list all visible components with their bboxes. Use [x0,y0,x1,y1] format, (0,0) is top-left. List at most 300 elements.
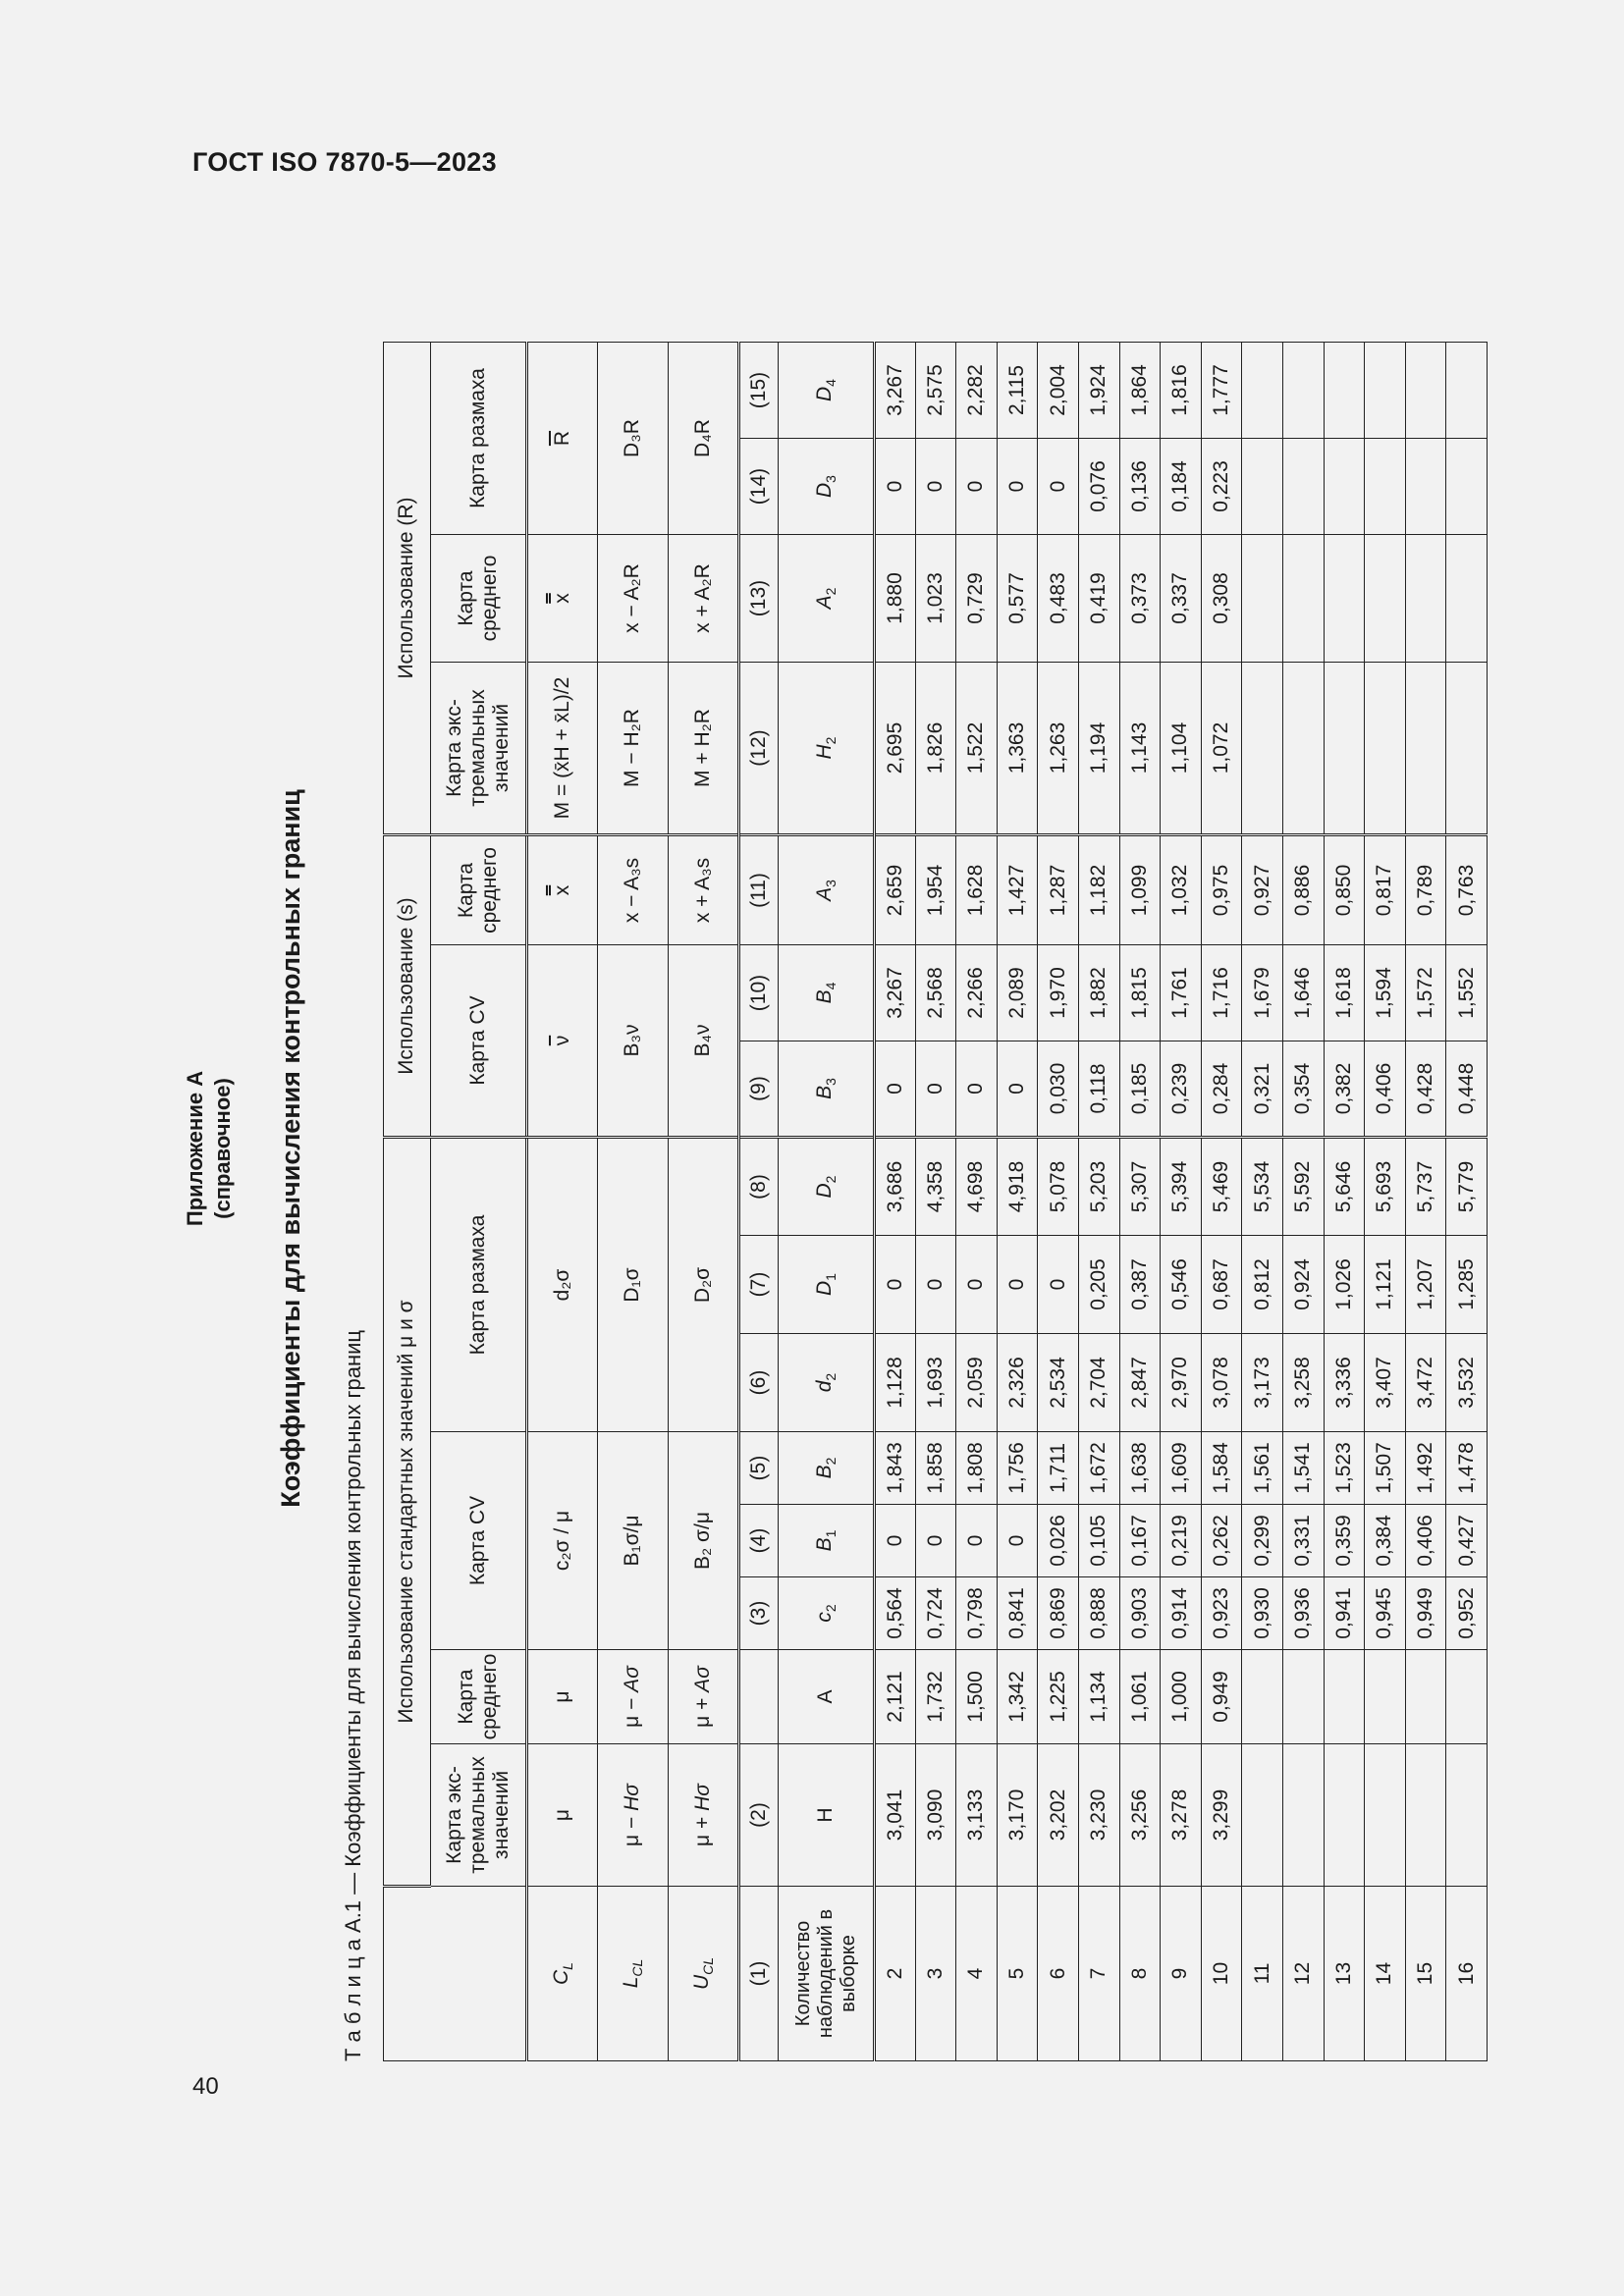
coefficient-cell [1282,1650,1324,1744]
table-row [1282,343,1324,2061]
coefficient-cell: 3,686 [875,1138,916,1236]
coefficient-cell: 5,203 [1078,1138,1119,1236]
coefficient-cell: 5,646 [1324,1138,1365,1236]
coefficient-cell [1242,439,1283,535]
coefficient-cell: 1,500 [956,1650,998,1744]
coefficient-cell [1324,1650,1365,1744]
coefficient-cell: 0,903 [1119,1577,1161,1650]
table-row [1161,343,1202,2061]
coefficient-cell: 4,358 [915,1138,956,1236]
coefficient-cell: 0,331 [1282,1505,1324,1577]
coefficient-cell: 3,202 [1038,1744,1079,1887]
coefficient-cell: 1,143 [1119,663,1161,835]
coefficient-cell: 0,812 [1242,1236,1283,1334]
label-lcl: $L_{CL}$ [598,1887,669,2061]
coefficient-cell: 5,737 [1405,1138,1446,1236]
coefficient-cell: 2,568 [915,945,956,1041]
coefficient-cell: 1,756 [997,1432,1038,1505]
chart-mean-1: Карта среднего [431,1650,527,1744]
coefficient-cell: 0,359 [1324,1505,1365,1577]
f-b2sigma-mu: B₂ σ/μ [669,1432,739,1650]
coefficient-cell: 0,577 [997,535,1038,663]
coefficient-cell: 3,041 [875,1744,916,1887]
coefficient-cell: 2,704 [1078,1334,1119,1432]
coefficient-cell: 0,184 [1161,439,1202,535]
chart-cv-1: Карта CV [431,1432,527,1650]
colnum: (2) [739,1744,779,1887]
coefficient-cell: 0,850 [1324,835,1365,945]
coefficient-cell: 1,263 [1038,663,1079,835]
table-row [1324,343,1365,2061]
coefficient-cell: 0 [956,1041,998,1138]
coefficient-cell: 0,382 [1324,1041,1365,1138]
table-row [1446,343,1488,2061]
coefficient-cell: 1,864 [1119,343,1161,439]
coefficient-cell: 2,282 [956,343,998,439]
coefficient-cell: 3,258 [1282,1334,1324,1432]
coefficient-cell: 0,321 [1242,1041,1283,1138]
table-row [956,343,998,2061]
coefficient-cell: 0,564 [875,1577,916,1650]
coefficient-cell: 0,927 [1242,835,1283,945]
coefficient-cell: 0,687 [1201,1236,1242,1334]
f-nubar: $\overline{\nu}$ [527,945,598,1138]
colnum: (15) [739,343,779,439]
coefficient-cell: 0,886 [1282,835,1324,945]
coefficient-cell: 0,975 [1201,835,1242,945]
coefficient-cell: 0 [875,1236,916,1334]
annex-label: Приложение А [183,1070,207,1227]
coefficient-cell: 1,541 [1282,1432,1324,1505]
coefficient-cell [1242,343,1283,439]
coefficient-cell: 1,646 [1282,945,1324,1041]
table-row [875,343,916,2061]
coefficient-cell: 0,354 [1282,1041,1324,1138]
coefficient-cell: 0 [1038,439,1079,535]
group-s: Использование (s) [384,835,431,1138]
coefficient-cell: 0,136 [1119,439,1161,535]
coefficient-cell [1324,439,1365,535]
coefficient-cell: 3,532 [1446,1334,1488,1432]
table-row [915,343,956,2061]
coefficient-cell [1405,535,1446,663]
sample-size-cell: 14 [1365,1887,1406,2061]
sym-a2: $A_2$ [779,535,875,663]
sym-d3: $D_3$ [779,439,875,535]
colnum: (7) [739,1236,779,1334]
f-mu-minus-h: μ − Hσ [598,1744,669,1887]
coefficient-cell: 0,945 [1365,1577,1406,1650]
coefficient-cell: 2,970 [1161,1334,1202,1432]
f-xbarbar-2: x [527,535,598,663]
corner-cell [384,1887,527,2061]
column-symbols-row [779,343,875,2061]
coefficient-cell [1365,1744,1406,1887]
coefficient-cell: 2,847 [1119,1334,1161,1432]
sym-b4: $B_4$ [779,945,875,1041]
coefficient-cell: 0,387 [1119,1236,1161,1334]
coefficient-cell: 0,105 [1078,1505,1119,1577]
coefficient-cell: 1,815 [1119,945,1161,1041]
colnum: (14) [739,439,779,535]
coefficient-cell: 1,561 [1242,1432,1283,1505]
f-x-minus-a2r: x − A₂R [598,535,669,663]
coefficient-cell: 0,817 [1365,835,1406,945]
coefficient-cell: 0,373 [1119,535,1161,663]
sym-d4: $D_4$ [779,343,875,439]
colnum: (4) [739,1505,779,1577]
sym-h2: $H_2$ [779,663,875,835]
coefficient-cell: 1,732 [915,1650,956,1744]
annex-heading [182,236,237,2061]
coefficient-cell: 0,299 [1242,1505,1283,1577]
coefficient-cell: 2,004 [1038,343,1079,439]
coefficients-table [383,342,1488,2061]
coefficient-cell: 0,924 [1282,1236,1324,1334]
column-numbers-row [739,343,779,2061]
coefficient-cell: 0,428 [1405,1041,1446,1138]
coefficient-cell: 0,262 [1201,1505,1242,1577]
coefficient-cell [1324,343,1365,439]
coefficient-cell [1365,1650,1406,1744]
coefficient-cell [1365,663,1406,835]
coefficient-cell: 1,285 [1446,1236,1488,1334]
chart-mean-2: Карта среднего [431,835,527,945]
coefficient-cell [1365,535,1406,663]
coefficient-cell [1405,1744,1446,1887]
table-row [997,343,1038,2061]
coefficient-cell [1365,343,1406,439]
n-label: Количество наблюдений в выборке [779,1887,875,2061]
sym-a: A [779,1650,875,1744]
coefficient-cell [1242,1744,1283,1887]
coefficient-cell: 1,609 [1161,1432,1202,1505]
coefficient-cell [1446,1650,1488,1744]
coefficient-cell: 1,104 [1161,663,1202,835]
coefficient-cell [1446,663,1488,835]
label-ucl: $U_{CL}$ [669,1887,739,2061]
coefficient-cell [1405,1650,1446,1744]
coefficient-cell: 1,182 [1078,835,1119,945]
table-row [1119,343,1161,2061]
coefficient-cell: 1,843 [875,1432,916,1505]
f-m-minus-h2r: M − H₂R [598,663,669,835]
coefficient-cell: 1,882 [1078,945,1119,1041]
coefficient-cell: 0 [956,1505,998,1577]
coefficient-cell: 1,826 [915,663,956,835]
sample-size-cell: 16 [1446,1887,1488,2061]
coefficient-cell: 0,076 [1078,439,1119,535]
f-mu-2: μ [527,1650,598,1744]
coefficient-cell: 1,363 [997,663,1038,835]
f-xbarbar-1: x [527,835,598,945]
coefficient-cell [1324,1744,1365,1887]
sym-h: H [779,1744,875,1887]
coefficient-cell [1446,1744,1488,1887]
sample-size-cell: 13 [1324,1887,1365,2061]
coefficient-cell: 1,287 [1038,835,1079,945]
coefficient-cell: 0,026 [1038,1505,1079,1577]
sym-b1: $B_1$ [779,1505,875,1577]
coefficient-cell: 2,089 [997,945,1038,1041]
coefficient-cell: 0 [1038,1236,1079,1334]
coefficient-cell: 3,336 [1324,1334,1365,1432]
coefficient-cell: 2,115 [997,343,1038,439]
coefficient-cell: 0,869 [1038,1577,1079,1650]
coefficient-cell: 3,256 [1119,1744,1161,1887]
coefficient-cell: 0,914 [1161,1577,1202,1650]
colnum: (13) [739,535,779,663]
coefficient-cell: 0,219 [1161,1505,1202,1577]
sym-d2: $d_2$ [779,1334,875,1432]
page-number: 40 [192,2073,219,2100]
coefficient-cell: 0,185 [1119,1041,1161,1138]
sym-c2: $c_2$ [779,1577,875,1650]
coefficient-cell: 0,223 [1201,439,1242,535]
coefficient-cell: 1,970 [1038,945,1079,1041]
coefficient-cell: 0,284 [1201,1041,1242,1138]
group-r: Использование (R) [384,343,431,835]
coefficient-cell: 1,072 [1201,663,1242,835]
coefficient-cell: 3,267 [875,945,916,1041]
colnum: (9) [739,1041,779,1138]
sample-size-cell: 7 [1078,1887,1119,2061]
coefficient-cell [1282,343,1324,439]
f-x-plus-a3s: x + A₃s [669,835,739,945]
coefficient-cell: 0,798 [956,1577,998,1650]
sample-size-cell: 6 [1038,1887,1079,2061]
coefficient-cell: 5,307 [1119,1138,1161,1236]
coefficient-cell: 1,816 [1161,343,1202,439]
coefficient-cell: 1,121 [1365,1236,1406,1334]
coefficient-cell: 1,523 [1324,1432,1365,1505]
coefficient-cell: 0,888 [1078,1577,1119,1650]
coefficient-cell: 1,225 [1038,1650,1079,1744]
coefficient-cell [1242,535,1283,663]
table-row [1078,343,1119,2061]
coefficient-cell: 0 [875,439,916,535]
coefficient-cell: 0,448 [1446,1041,1488,1138]
coefficient-cell: 2,121 [875,1650,916,1744]
coefficient-cell: 1,194 [1078,663,1119,835]
coefficient-cell [1446,535,1488,663]
coefficient-cell: 1,858 [915,1432,956,1505]
document-header: ГОСТ ISO 7870-5—2023 [192,147,497,177]
coefficient-cell: 1,552 [1446,945,1488,1041]
coefficient-cell: 0 [997,439,1038,535]
coefficient-cell [1405,343,1446,439]
coefficient-cell: 0 [875,1041,916,1138]
coefficient-cell: 5,078 [1038,1138,1079,1236]
coefficient-cell: 0,337 [1161,535,1202,663]
annex-title: Коэффициенты для вычисления контрольных границ [276,789,305,1508]
coefficient-cell: 1,761 [1161,945,1202,1041]
chart-range-2: Карта размаха [431,343,527,535]
colnum: (10) [739,945,779,1041]
sample-size-cell: 15 [1405,1887,1446,2061]
f-x-plus-a2r: x + A₂R [669,535,739,663]
coefficient-cell: 1,628 [956,835,998,945]
coefficient-cell: 1,061 [1119,1650,1161,1744]
coefficient-cell: 2,059 [956,1334,998,1432]
coefficient-cell: 1,672 [1078,1432,1119,1505]
coefficient-cell: 1,099 [1119,835,1161,945]
colnum: (12) [739,663,779,835]
sample-size-cell: 4 [956,1887,998,2061]
group-mu-sigma: Использование стандартных значений μ и σ [384,1138,431,1887]
coefficient-cell: 1,427 [997,835,1038,945]
sym-d2-cap: $D_2$ [779,1138,875,1236]
colnum: (1) [739,1887,779,2061]
coefficient-cell: 1,026 [1324,1236,1365,1334]
sample-size-cell: 11 [1242,1887,1283,2061]
coefficient-cell: 0,936 [1282,1577,1324,1650]
colnum: (3) [739,1577,779,1650]
coefficient-cell: 0 [915,1041,956,1138]
coefficient-cell: 0,763 [1446,835,1488,945]
f-d4r: D₄R [669,343,739,535]
coefficient-cell: 5,779 [1446,1138,1488,1236]
coefficient-cell: 3,230 [1078,1744,1119,1887]
sym-b2: $B_2$ [779,1432,875,1505]
f-m-def: M = (x̄H + x̄L)/2 [527,663,598,835]
annex-type: (справочное) [210,1078,235,1219]
coefficient-cell: 1,572 [1405,945,1446,1041]
coefficient-cell: 2,266 [956,945,998,1041]
sym-a3: $A_3$ [779,835,875,945]
coefficient-cell: 0,483 [1038,535,1079,663]
coefficient-cell: 2,659 [875,835,916,945]
coefficient-cell: 0,406 [1405,1505,1446,1577]
coefficient-cell: 4,698 [956,1138,998,1236]
f-rbar: $\overline{R}$ [527,343,598,535]
coefficient-cell [1282,439,1324,535]
coefficient-cell: 5,534 [1242,1138,1283,1236]
f-d1sigma: D₁σ [598,1138,669,1432]
table-row [1038,343,1079,2061]
coefficient-cell [1282,535,1324,663]
coefficient-cell: 1,032 [1161,835,1202,945]
coefficient-cell: 1,478 [1446,1432,1488,1505]
coefficient-cell [1242,1650,1283,1744]
coefficient-cell: 1,507 [1365,1432,1406,1505]
f-b1sigma-mu: B₁σ/μ [598,1432,669,1650]
f-m-plus-h2r: M + H₂R [669,663,739,835]
coefficient-cell: 1,618 [1324,945,1365,1041]
chart-mean-3: Карта среднего [431,535,527,663]
coefficient-cell: 1,777 [1201,343,1242,439]
table-row [1365,343,1406,2061]
coefficient-cell: 3,407 [1365,1334,1406,1432]
table-row [1242,343,1283,2061]
coefficient-cell: 0,546 [1161,1236,1202,1334]
coefficient-cell: 0,239 [1161,1041,1202,1138]
label-cl: $C_L$ [527,1887,598,2061]
coefficient-cell: 0,308 [1201,535,1242,663]
coefficient-cell [1324,535,1365,663]
table-caption-prefix: Т а б л и ц а А.1 [341,1899,365,2061]
sample-size-cell: 12 [1282,1887,1324,2061]
table-row [1201,343,1242,2061]
coefficient-cell: 1,134 [1078,1650,1119,1744]
coefficient-cell: 0 [997,1041,1038,1138]
coefficient-cell: 1,207 [1405,1236,1446,1334]
chart-extreme-2: Карта экс-тремальных значений [431,663,527,835]
chart-range-1: Карта размаха [431,1138,527,1432]
coefficient-cell: 1,924 [1078,343,1119,439]
coefficient-cell: 0,406 [1365,1041,1406,1138]
coefficient-cell [1242,663,1283,835]
coefficient-cell: 5,592 [1282,1138,1324,1236]
colnum: (11) [739,835,779,945]
coefficient-cell: 3,078 [1201,1334,1242,1432]
coefficient-cell: 0,789 [1405,835,1446,945]
coefficient-cell: 0 [915,439,956,535]
coefficient-cell: 1,716 [1201,945,1242,1041]
colnum-empty [739,1650,779,1744]
f-b4nu: B₄ν [669,945,739,1138]
coefficient-cell: 3,170 [997,1744,1038,1887]
coefficient-cell [1405,439,1446,535]
coefficient-cell: 0,923 [1201,1577,1242,1650]
coefficient-cell: 5,469 [1201,1138,1242,1236]
coefficient-cell: 0 [997,1236,1038,1334]
coefficient-cell: 1,342 [997,1650,1038,1744]
coefficient-cell: 1,023 [915,535,956,663]
coefficient-cell: 0,384 [1365,1505,1406,1577]
colnum: (8) [739,1138,779,1236]
data-rows [875,343,1488,2061]
sample-size-cell: 9 [1161,1887,1202,2061]
colnum: (5) [739,1432,779,1505]
coefficient-cell [1446,439,1488,535]
coefficient-cell: 0,118 [1078,1041,1119,1138]
coefficient-cell [1405,663,1446,835]
coefficient-cell: 0 [956,1236,998,1334]
coefficient-cell [1446,343,1488,439]
coefficient-cell: 0 [875,1505,916,1577]
f-mu-minus-a: μ − Aσ [598,1650,669,1744]
f-d3r: D₃R [598,343,669,535]
coefficient-cell: 1,000 [1161,1650,1202,1744]
coefficient-cell: 0 [956,439,998,535]
sym-b3: $B_3$ [779,1041,875,1138]
f-b3nu: B₃ν [598,945,669,1138]
coefficient-cell: 2,575 [915,343,956,439]
table-caption-text: — Коэффициенты для вычисления контрольных границ [341,1329,365,1900]
sample-size-cell: 10 [1201,1887,1242,2061]
coefficient-cell: 1,880 [875,535,916,663]
f-c2sigma-mu: c₂σ / μ [527,1432,598,1650]
coefficient-cell: 2,695 [875,663,916,835]
coefficient-cell: 1,594 [1365,945,1406,1041]
coefficient-cell: 0,419 [1078,535,1119,663]
coefficient-cell: 0 [997,1505,1038,1577]
coefficient-cell: 3,173 [1242,1334,1283,1432]
coefficient-cell: 3,267 [875,343,916,439]
coefficient-cell: 0 [915,1236,956,1334]
coefficient-cell: 0,930 [1242,1577,1283,1650]
coefficient-cell: 0,724 [915,1577,956,1650]
sample-size-cell: 3 [915,1887,956,2061]
coefficient-cell: 3,090 [915,1744,956,1887]
coefficient-cell: 1,808 [956,1432,998,1505]
coefficient-cell: 0,427 [1446,1505,1488,1577]
coefficient-cell: 3,133 [956,1744,998,1887]
table-caption [341,1330,366,2061]
coefficient-cell [1282,1744,1324,1887]
coefficient-cell: 2,534 [1038,1334,1079,1432]
